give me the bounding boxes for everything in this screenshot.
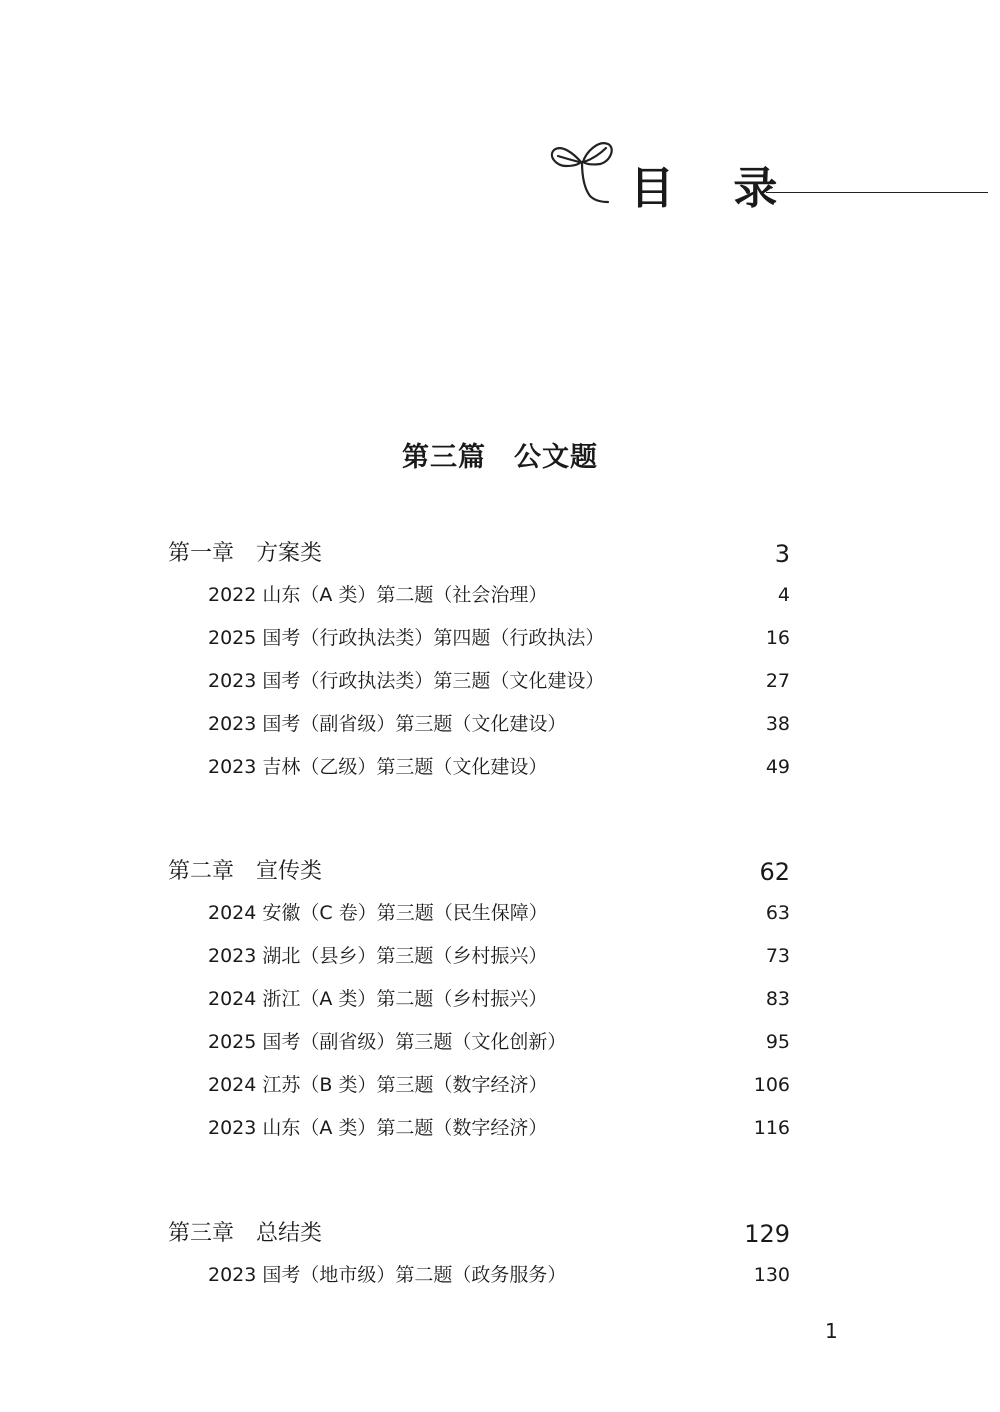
entry-title: 2023 国考（副省级）第三题（文化建设） — [208, 713, 567, 735]
entry-title: 2024 江苏（B 类）第三题（数字经济） — [208, 1074, 548, 1096]
entry-page: 83 — [765, 988, 790, 1010]
entry-page: 16 — [765, 627, 790, 649]
entry-page: 130 — [753, 1264, 790, 1286]
part-title: 第三篇 公文题 — [402, 442, 598, 473]
toc-header — [548, 130, 993, 220]
title-rule — [766, 192, 988, 193]
chapter-heading[interactable] — [168, 534, 790, 574]
entry-page: 38 — [765, 713, 790, 735]
toc-entry[interactable] — [168, 660, 790, 703]
entry-title: 2023 山东（A 类）第二题（数字经济） — [208, 1117, 548, 1139]
entry-title: 2025 国考（副省级）第三题（文化创新） — [208, 1031, 567, 1053]
entry-page: 106 — [753, 1074, 790, 1096]
chapter-page: 62 — [759, 858, 790, 886]
chapter-3 — [168, 1214, 790, 1297]
toc-entry[interactable] — [168, 574, 790, 617]
toc-entry[interactable] — [168, 892, 790, 935]
entry-title: 2023 湖北（县乡）第三题（乡村振兴） — [208, 945, 548, 967]
entry-page: 116 — [753, 1117, 790, 1139]
toc-entry[interactable] — [168, 978, 790, 1021]
toc-entry[interactable] — [168, 1021, 790, 1064]
entry-title: 2024 浙江（A 类）第二题（乡村振兴） — [208, 988, 548, 1010]
toc-entry[interactable] — [168, 1064, 790, 1107]
chapter-page: 129 — [744, 1220, 790, 1248]
chapter-1 — [168, 534, 790, 789]
chapter-name: 第三章 总结类 — [168, 1221, 323, 1246]
toc-entry[interactable] — [168, 617, 790, 660]
entry-page: 63 — [765, 902, 790, 924]
entry-page: 95 — [765, 1031, 790, 1053]
entry-title: 2025 国考（行政执法类）第四题（行政执法） — [208, 627, 605, 649]
entry-title: 2023 吉林（乙级）第三题（文化建设） — [208, 756, 548, 778]
sprout-icon — [548, 132, 618, 206]
chapter-heading[interactable] — [168, 852, 790, 892]
entry-page: 27 — [765, 670, 790, 692]
entry-title: 2022 山东（A 类）第二题（社会治理） — [208, 584, 548, 606]
toc-entry[interactable] — [168, 1107, 790, 1150]
chapter-2 — [168, 852, 790, 1150]
chapter-name: 第一章 方案类 — [168, 541, 323, 566]
toc-title: 目 录 — [630, 163, 800, 214]
entry-title: 2023 国考（地市级）第二题（政务服务） — [208, 1264, 567, 1286]
entry-page: 4 — [777, 584, 790, 606]
entry-title: 2024 安徽（C 卷）第三题（民生保障） — [208, 902, 548, 924]
entry-page: 49 — [765, 756, 790, 778]
chapter-name: 第二章 宣传类 — [168, 859, 323, 884]
toc-entry[interactable] — [168, 1254, 790, 1297]
page-number: 1 — [825, 1319, 838, 1343]
chapter-page: 3 — [774, 540, 790, 568]
toc-entry[interactable] — [168, 935, 790, 978]
entry-title: 2023 国考（行政执法类）第三题（文化建设） — [208, 670, 605, 692]
toc-entry[interactable] — [168, 746, 790, 789]
toc-entry[interactable] — [168, 703, 790, 746]
chapter-heading[interactable] — [168, 1214, 790, 1254]
entry-page: 73 — [765, 945, 790, 967]
